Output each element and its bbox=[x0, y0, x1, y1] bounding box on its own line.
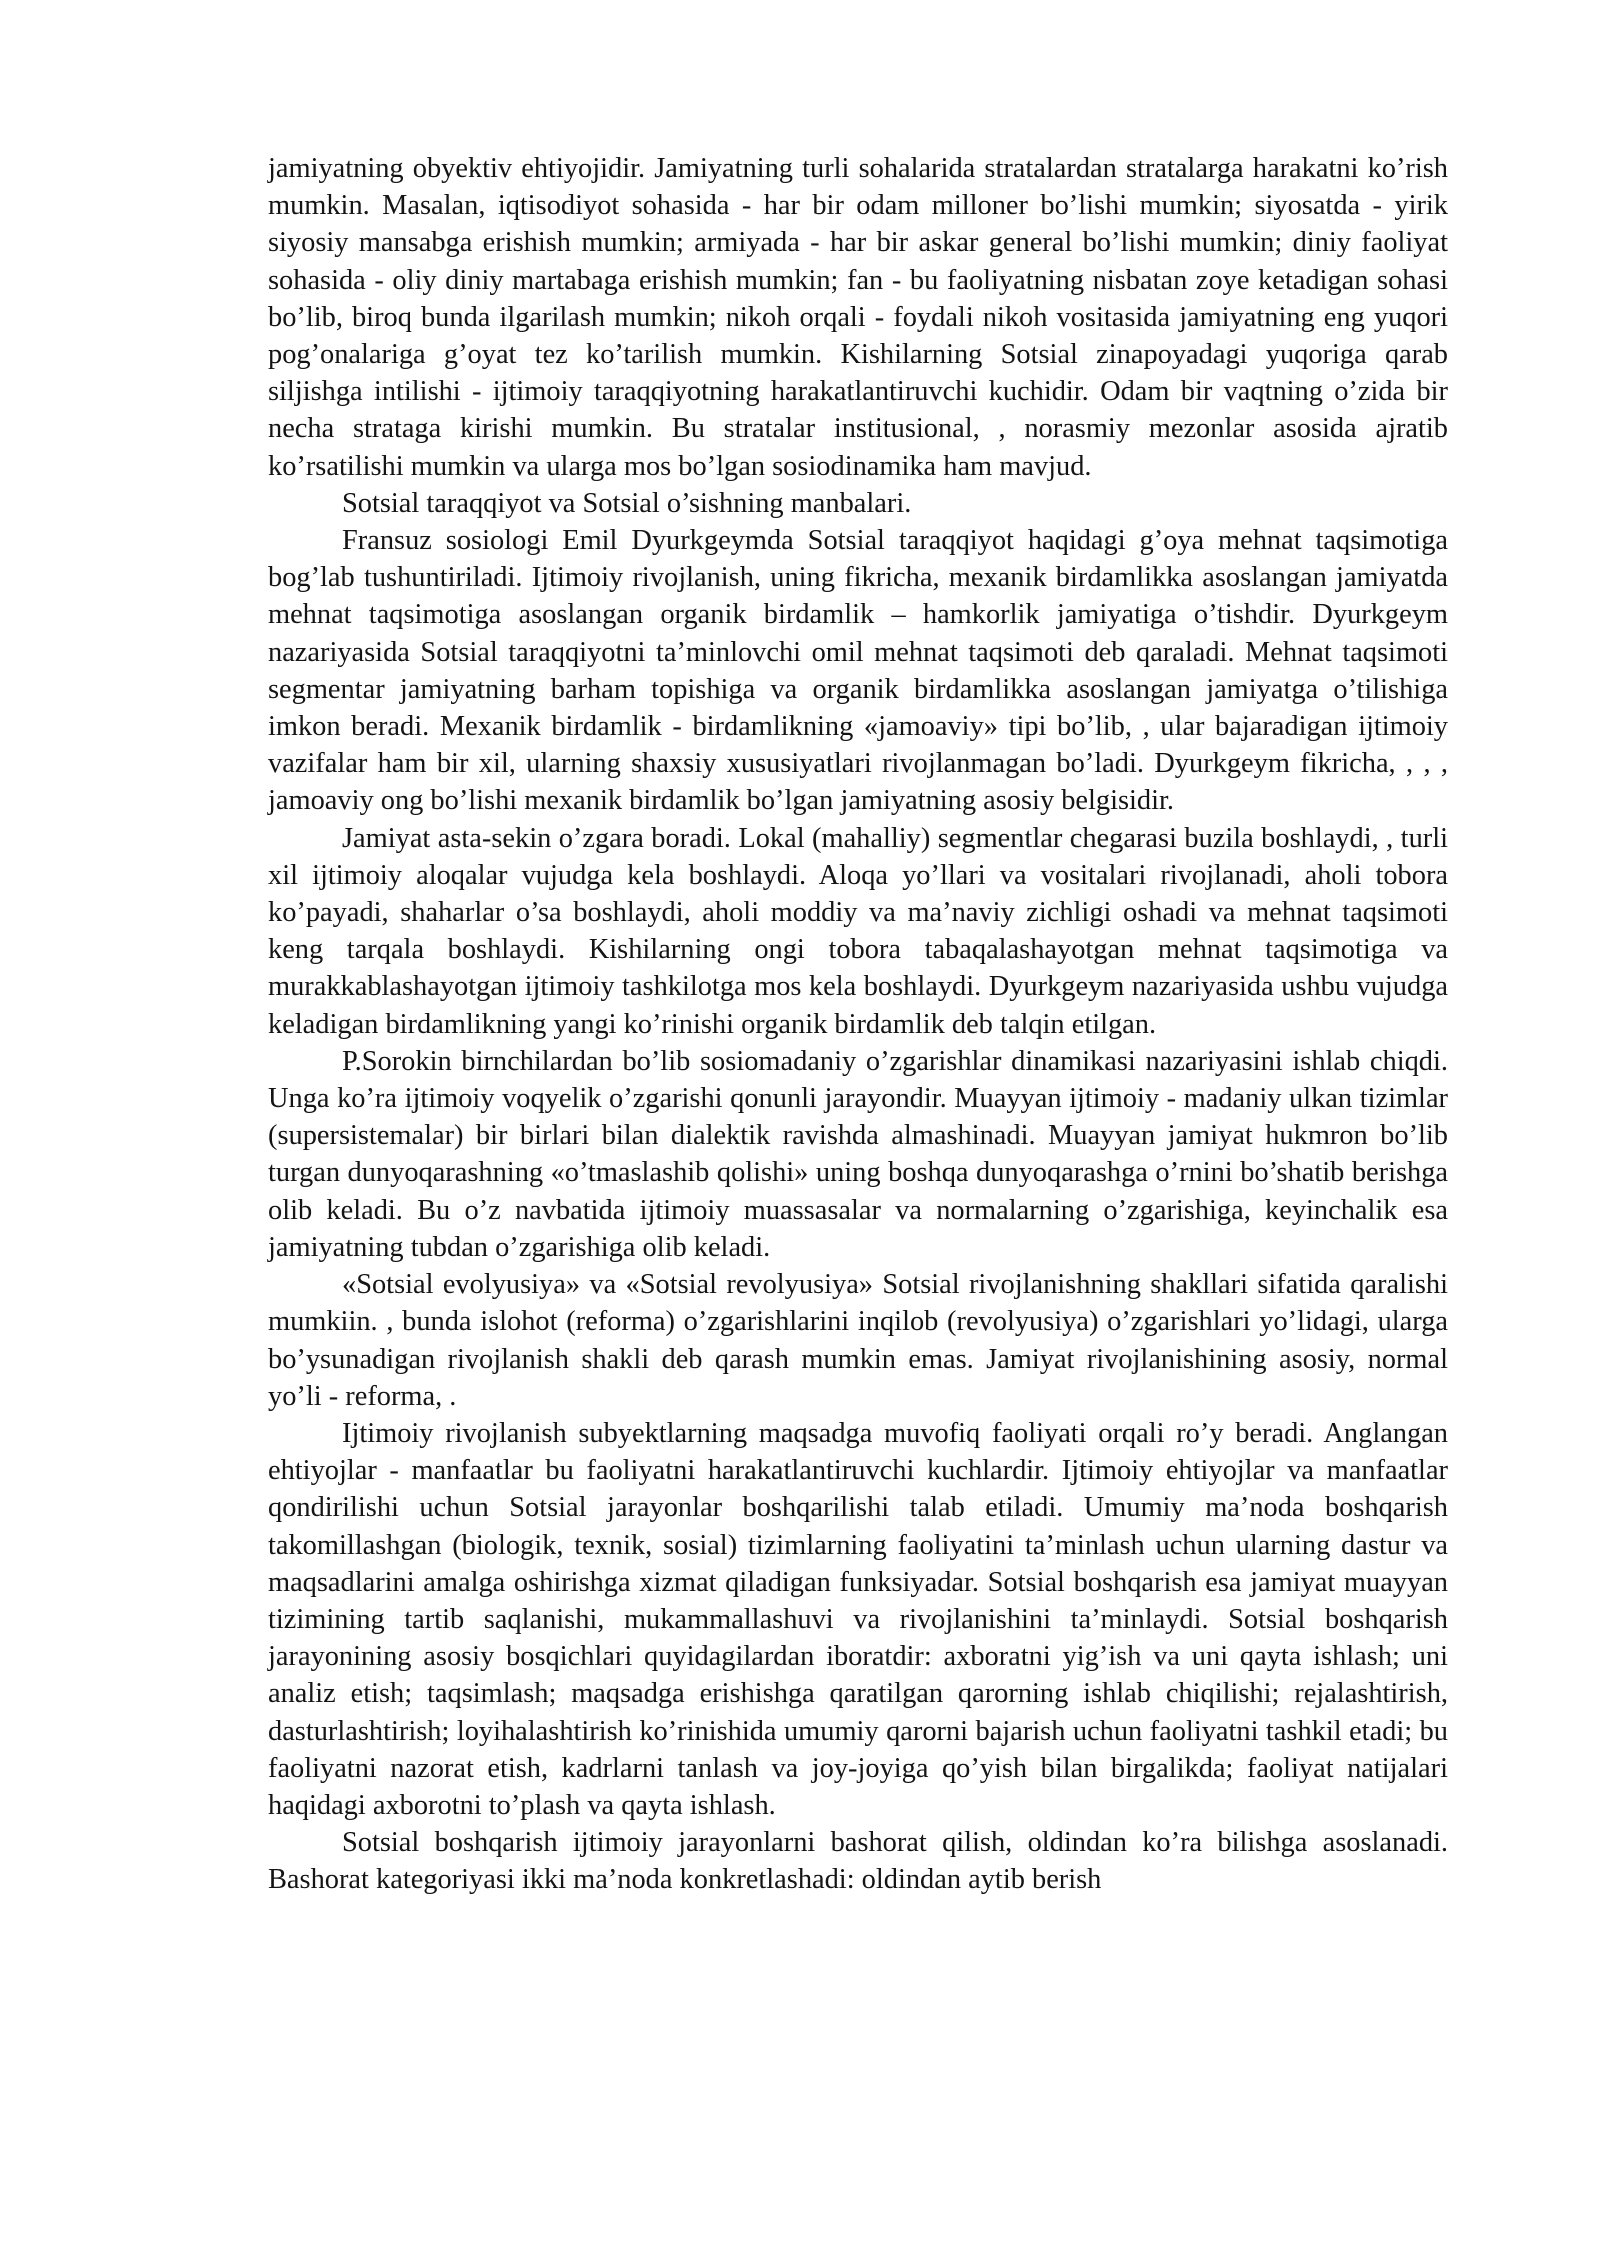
paragraph-strata-mobility: jamiyatning obyektiv ehtiyojidir. Jamiyatning turli sohalarida stratalardan stratalarga harakatni ko’rish mumkin. Masalan, iqtisodiyot sohasida - har bir odam milloner bo’lishi mumkin; siyosatda - yirik siyosiy mansabga erishish mumkin; armiyada - har bir askar general bo’lishi mumkin; diniy faoliyat sohasida - oliy diniy martabaga erishish mumkin; fan - bu faoliyatning nisbatan zoye ketadigan sohasi bo’lib, biroq bunda ilgarilash mumkin; nikoh orqali - foydali nikoh vositasida jamiyatning eng yuqori pog’onalariga g’oyat tez ko’tarilish mumkin. Kishilarning Sotsial zinapoyadagi yuqoriga qarab siljishga intilishi - ijtimoiy taraqqiyotning harakatlantiruvchi kuchidir. Odam bir vaqtning o’zida bir necha strataga kirishi mumkin. Bu stratalar institusional, , norasmiy mezonlar asosida ajratib ko’rsatilishi mumkin va ularga mos bo’lgan sosiodinamika ham mavjud. bbox=[268, 153, 1448, 482]
paragraph-social-management: Ijtimoiy rivojlanish subyektlarning maqsadga muvofiq faoliyati orqali ro’y beradi. Anglangan ehtiyojlar - manfaatlar bu faoliyatni harakatlantiruvchi kuchlardir. Ijtimoiy ehtiyojlar va manfaatlar qondirilishi uchun Sotsial jarayonlar boshqarilishi talab etiladi. Umumiy ma’noda boshqarish takomillashgan (biologik, texnik, sosial) tizimlarning faoliyatini ta’minlash uchun ularning dastur va maqsadlarini amalga oshirishga xizmat qiladigan funksiyadar. Sotsial boshqarish esa jamiyat muayyan tizimining tartib saqlanishi, mukammallashuvi va rivojlanishini ta’minlaydi. Sotsial boshqarish jarayonining asosiy bosqichlari quyidagilardan iboratdir: axboratni yig’ish va uni qayta ishlash; uni analiz etish; taqsimlash; maqsadga erishishga qaratilgan qarorning ishlab chiqilishi; rejalashtirish, dasturlashtirish; loyihalashtirish ko’rinishida umumiy qarorni bajarish uchun faoliyatni tashkil etadi; bu faoliyatni nazorat etish, kadrlarni tanlash va joy-joyiga qo’yish bilan birgalikda; faoliyat natijalari haqidagi axborotni to’plash va qayta ishlash. bbox=[268, 1417, 1448, 1821]
paragraph-organic-solidarity: Jamiyat asta-sekin o’zgara boradi. Lokal (mahalliy) segmentlar chegarasi buzila boshlaydi, , turli xil ijtimoiy aloqalar vujudga kela boshlaydi. Aloqa yo’llari va vositalari rivojlanadi, aholi tobora ko’payadi, shaharlar o’sa boshlaydi, aholi moddiy va ma’naviy zichligi oshadi va mehnat taqsimoti keng tarqala boshlaydi. Kishilarning ongi tobora tabaqalashayotgan mehnat taqsimotiga va murakkablashayotgan ijtimoiy tashkilotga mos kela boshlaydi. Dyurkgeym nazariyasida ushbu vujudga keladigan birdamlikning yangi ko’rinishi organik birdamlik deb talqin etilgan. bbox=[268, 822, 1448, 1040]
paragraph-evolution-revolution: «Sotsial evolyusiya» va «Sotsial revolyusiya» Sotsial rivojlanishning shakllari sifatida qaralishi mumkiin. , bunda islohot (reforma) o’zgarishlarini inqilob (revolyusiya) o’zgarishlari yo’lidagi, ularga bo’ysunadigan rivojlanish shakli deb qarash mumkin emas. Jamiyat rivojlanishining asosiy, normal yo’li - reforma, . bbox=[268, 1269, 1448, 1412]
paragraph-forecasting: Sotsial boshqarish ijtimoiy jarayonlarni bashorat qilish, oldindan ko’ra bilishga asoslanadi. Bashorat kategoriyasi ikki ma’noda konkretlashadi: oldindan aytib berish bbox=[268, 1827, 1448, 1896]
paragraph-durkheim-labor-division: Fransuz sosiologi Emil Dyurkgeymda Sotsial taraqqiyot haqidagi g’oya mehnat taqsimotiga bog’lab tushuntiriladi. Ijtimoiy rivojlanish, uning fikricha, mexanik birdamlikka asoslangan jamiyatda mehnat taqsimotiga asoslangan organik birdamlik – hamkorlik jamiyatiga o’tishdir. Dyurkgeym nazariyasida Sotsial taraqqiyotni ta’minlovchi omil mehnat taqsimoti deb qaraladi. Mehnat taqsimoti segmentar jamiyatning barham topishiga va organik birdamlikka asoslangan jamiyatga o’tilishiga imkon beradi. Mexanik birdamlik - birdamlikning «jamoaviy» tipi bo’lib, , ular bajaradigan ijtimoiy vazifalar ham bir xil, ularning shaxsiy xususiyatlari rivojlanmagan bo’ladi. Dyurkgeym fikricha, , , , jamoaviy ong bo’lishi mexanik birdamlik bo’lgan jamiyatning asosiy belgisidir. bbox=[268, 525, 1448, 817]
document-page bbox=[268, 150, 1448, 1899]
section-heading-social-progress-sources: Sotsial taraqqiyot va Sotsial o’sishning manbalari. bbox=[342, 487, 912, 519]
paragraph-sorokin-dynamics: P.Sorokin birnchilardan bo’lib sosiomadaniy o’zgarishlar dinamikasi nazariyasini ishlab chiqdi. Unga ko’ra ijtimoiy voqyelik o’zgarishi qonunli jarayondir. Muayyan ijtimoiy - madaniy ulkan tizimlar (supersistemalar) bir birlari bilan dialektik ravishda almashinadi. Muayyan jamiyat hukmron bo’lib turgan dunyoqarashning «o’tmaslashib qolishi» uning boshqa dunyoqarashga o’rnini bo’shatib berishga olib keladi. Bu o’z navbatida ijtimoiy muassasalar va normalarning o’zgarishiga, keyinchalik esa jamiyatning tubdan o’zgarishiga olib keladi. bbox=[268, 1045, 1448, 1263]
